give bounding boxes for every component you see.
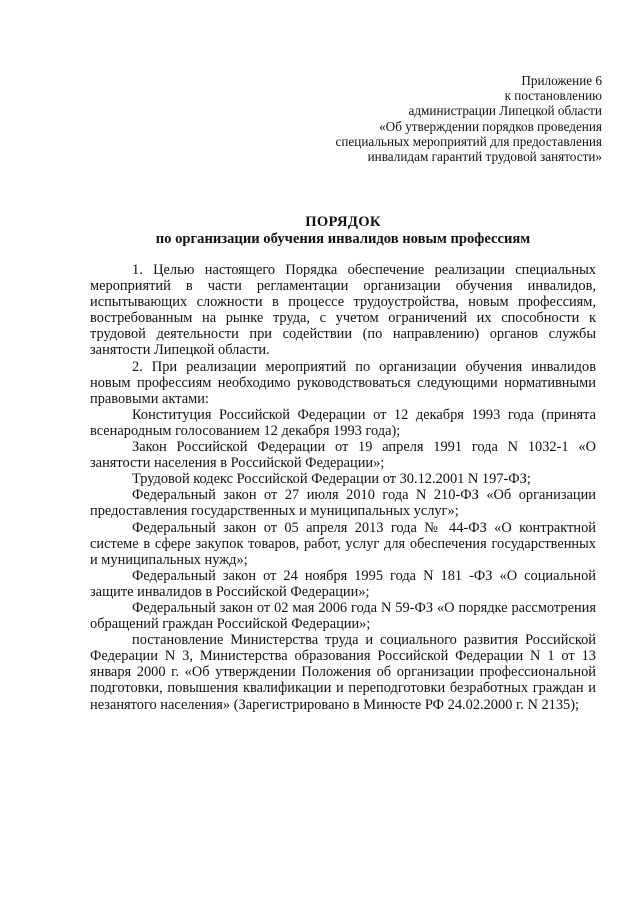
appendix-line: инвалидам гарантий трудовой занятости» bbox=[367, 149, 602, 165]
appendix-line: «Об утверждении порядков проведения bbox=[379, 118, 602, 134]
law-item: Федеральный закон от 24 ноября 1995 года N 181 -ФЗ «О социальной защите инвалидов в Российской Федерации»; bbox=[90, 567, 596, 600]
law-item: Федеральный закон от 02 мая 2006 года N 59-ФЗ «О порядке рассмотрения обращений граждан Российской Федерации»; bbox=[90, 599, 596, 633]
law-item: Федеральный закон от 27 июля 2010 года N 210-ФЗ «Об организации предоставления государственных и муниципальных услуг»; bbox=[90, 487, 596, 520]
appendix-line: Приложение 6 bbox=[521, 73, 602, 88]
title-subtitle: по организации обучения инвалидов новым профессиям bbox=[155, 231, 531, 247]
law-item: Трудовой кодекс Российской Федерации от 30.12.2001 N 197-ФЗ; bbox=[132, 471, 531, 488]
law-item: Федеральный закон от 05 апреля 2013 года № 44-ФЗ «О контрактной системе в сфере закупок товаров, работ, услуг для обеспечения государственных и муниципальных нужд»; bbox=[90, 519, 596, 568]
document-title bbox=[0, 214, 640, 248]
paragraph-purpose: 1. Целью настоящего Порядка обеспечение реализации специальных мероприятий в части регламентации организации обучения инвалидов, испытывающих сложности в процессе трудоустройства, новым профессиям, востребованным на рынке труда, с учетом ограничений их способности к трудовой деятельности при содействии (по направлению) органов службы занятости Липецкой области. bbox=[90, 262, 596, 359]
law-item: Закон Российской Федерации от 19 апреля 1991 года N 1032-1 «О занятости населения в Российской Федерации»; bbox=[90, 439, 596, 472]
appendix-line: к постановлению bbox=[504, 88, 602, 104]
paragraph-legal-basis: 2. При реализации мероприятий по организации обучения инвалидов новым профессиям необходимо руководствоваться следующими нормативными правовыми актами: bbox=[90, 358, 596, 407]
document-body bbox=[90, 262, 596, 713]
law-item: Конституция Российской Федерации от 12 декабря 1993 года (принята всенародным голосованием 12 декабря 1993 года); bbox=[90, 406, 596, 439]
appendix-line: администрации Липецкой области bbox=[408, 103, 602, 119]
law-item: постановление Министерства труда и социального развития Российской Федерации N 3, Министерства образования Российской Федерации N 1 от 13 января 2000 г. «Об утверждении Положения об организации профессиональной подготовки, повышения квалификации и переподготовки безработных граждан и незанятого населения» (Зарегистрировано в Минюсте РФ 24.02.2000 г. N 2135); bbox=[90, 632, 596, 713]
title-main: ПОРЯДОК bbox=[305, 214, 381, 230]
appendix-line: специальных мероприятий для предоставления bbox=[335, 133, 602, 149]
appendix-header bbox=[242, 73, 602, 164]
